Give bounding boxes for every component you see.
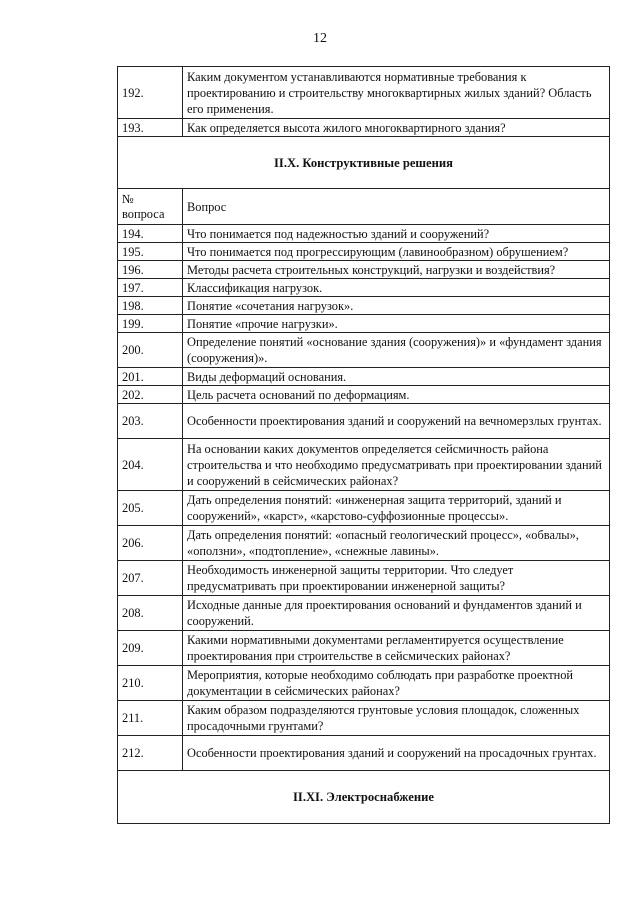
table-row <box>118 243 610 261</box>
section-heading-row <box>118 771 610 824</box>
question-text: Особенности проектирования зданий и сооружений на вечномерзлых грунтах. <box>183 404 610 439</box>
question-text: Каким образом подразделяются грунтовые условия площадок, сложенных просадочными грунтами? <box>183 701 610 736</box>
table-row <box>118 67 610 119</box>
column-header-number: № вопроса <box>118 189 183 225</box>
question-number: 196. <box>118 261 183 279</box>
table-row <box>118 368 610 386</box>
table-row <box>118 297 610 315</box>
question-number: 197. <box>118 279 183 297</box>
table-row <box>118 439 610 491</box>
table-row <box>118 526 610 561</box>
question-text: Дать определения понятий: «инженерная защита территорий, зданий и сооружений», «карст», «карстово-суффозионные процессы». <box>183 491 610 526</box>
section-title: II.X. Конструктивные решения <box>118 137 610 189</box>
section-title: II.XI. Электроснабжение <box>118 771 610 824</box>
question-text: Мероприятия, которые необходимо соблюдать при разработке проектной документации в сейсмических районах? <box>183 666 610 701</box>
question-text: Дать определения понятий: «опасный геологический процесс», «обвалы», «оползни», «подтопление», «снежные лавины». <box>183 526 610 561</box>
question-text: Что понимается под надежностью зданий и сооружений? <box>183 225 610 243</box>
column-header-question: Вопрос <box>183 189 610 225</box>
table-row <box>118 491 610 526</box>
question-number: 192. <box>118 67 183 119</box>
question-number: 208. <box>118 596 183 631</box>
table-row <box>118 279 610 297</box>
question-number: 210. <box>118 666 183 701</box>
question-text: Понятие «прочие нагрузки». <box>183 315 610 333</box>
question-number: 207. <box>118 561 183 596</box>
question-number: 199. <box>118 315 183 333</box>
question-number: 206. <box>118 526 183 561</box>
question-text: Как определяется высота жилого многоквартирного здания? <box>183 119 610 137</box>
question-number: 209. <box>118 631 183 666</box>
question-text: Виды деформаций основания. <box>183 368 610 386</box>
question-number: 201. <box>118 368 183 386</box>
question-text: Исходные данные для проектирования оснований и фундаментов зданий и сооружений. <box>183 596 610 631</box>
questions-table <box>117 66 610 824</box>
question-number: 212. <box>118 736 183 771</box>
table-header-row <box>118 189 610 225</box>
question-number: 205. <box>118 491 183 526</box>
table-row <box>118 701 610 736</box>
table-row <box>118 225 610 243</box>
table-row <box>118 631 610 666</box>
question-number: 203. <box>118 404 183 439</box>
question-text: Классификация нагрузок. <box>183 279 610 297</box>
question-number: 195. <box>118 243 183 261</box>
question-number: 211. <box>118 701 183 736</box>
table-row <box>118 561 610 596</box>
question-text: Цель расчета оснований по деформациям. <box>183 386 610 404</box>
table-row <box>118 386 610 404</box>
table-row <box>118 315 610 333</box>
question-text: Какими нормативными документами регламентируется осуществление проектирования при строительстве в сейсмических районах? <box>183 631 610 666</box>
question-text: На основании каких документов определяется сейсмичность района строительства и что необходимо предусматривать при проектировании зданий и сооружений в сейсмических районах? <box>183 439 610 491</box>
table-row <box>118 404 610 439</box>
question-text: Необходимость инженерной защиты территории. Что следует предусматривать при проектировании инженерной защиты? <box>183 561 610 596</box>
table-row <box>118 119 610 137</box>
table-row <box>118 666 610 701</box>
page-number: 12 <box>313 31 327 46</box>
section-heading-row <box>118 137 610 189</box>
question-text: Понятие «сочетания нагрузок». <box>183 297 610 315</box>
question-number: 200. <box>118 333 183 368</box>
table-row <box>118 333 610 368</box>
question-text: Методы расчета строительных конструкций, нагрузки и воздействия? <box>183 261 610 279</box>
question-number: 193. <box>118 119 183 137</box>
table-row <box>118 736 610 771</box>
question-number: 194. <box>118 225 183 243</box>
question-number: 204. <box>118 439 183 491</box>
question-number: 198. <box>118 297 183 315</box>
question-number: 202. <box>118 386 183 404</box>
question-text: Особенности проектирования зданий и сооружений на просадочных грунтах. <box>183 736 610 771</box>
table-row <box>118 596 610 631</box>
question-text: Определение понятий «основание здания (сооружения)» и «фундамент здания (сооружения)». <box>183 333 610 368</box>
question-text: Что понимается под прогрессирующим (лавинообразном) обрушением? <box>183 243 610 261</box>
table-row <box>118 261 610 279</box>
question-text: Каким документом устанавливаются нормативные требования к проектированию и строительству многоквартирных жилых зданий? Область его применения. <box>183 67 610 119</box>
